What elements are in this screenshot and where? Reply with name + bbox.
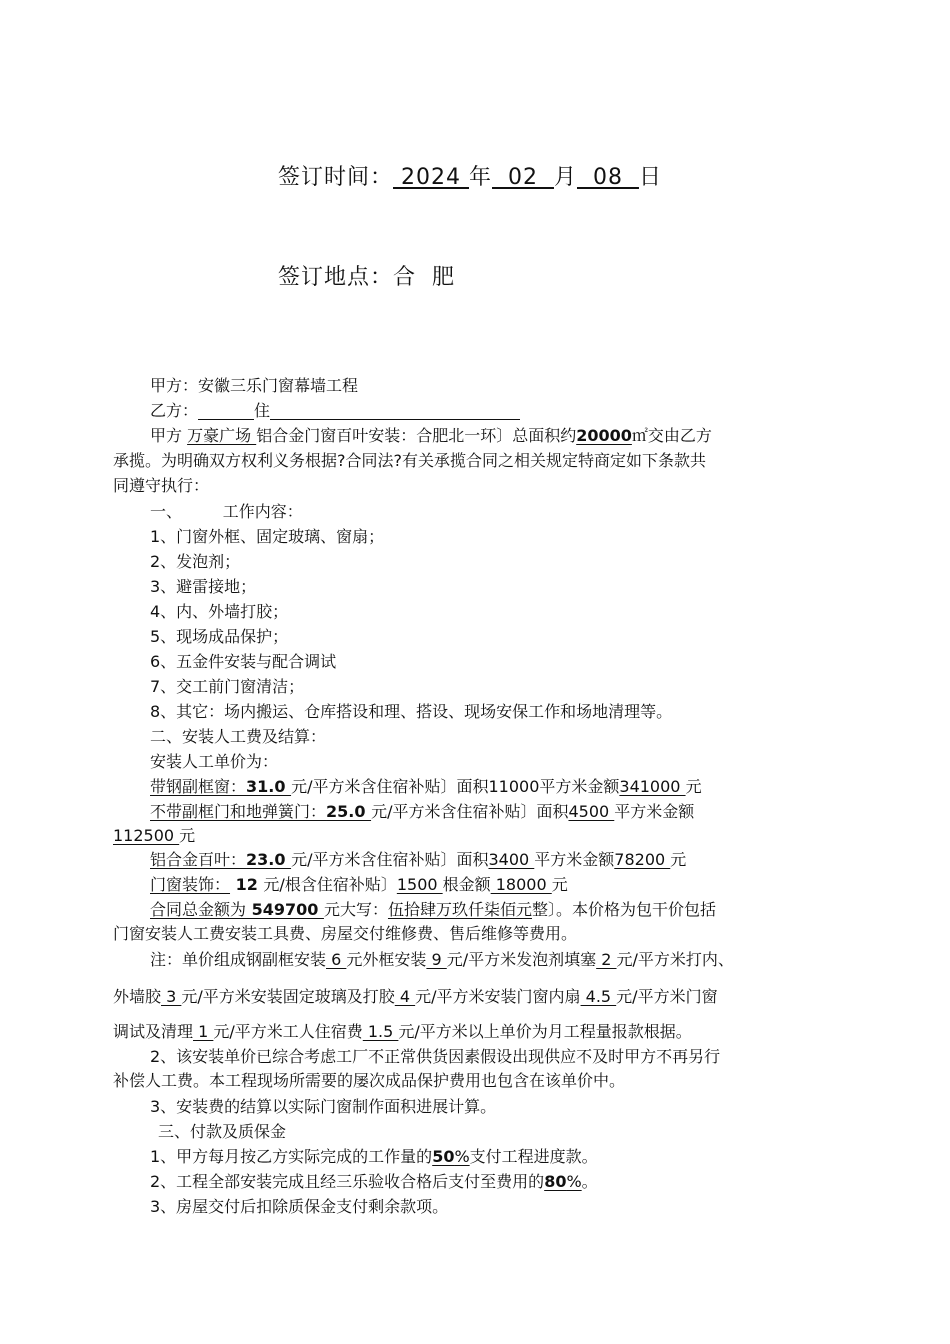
month-unit: 月 [553,165,577,190]
r3-text2: 平方米金额 [534,850,615,869]
work-item-8: 8、其它：场内搬运、仓库搭设和理、搭设、现场安保工作和场地清理等。 [150,702,673,721]
note-v3: 2 [596,950,617,969]
r4-name: 门窗装饰： [150,875,231,894]
note2-v3: 4.5 [580,987,617,1006]
party-b [150,399,880,423]
work-item-7: 7、交工前门窗清洁； [150,677,305,696]
total-label: 合同总金额为 [150,900,247,919]
r1-area: 11000 [488,777,540,796]
project-name: 万豪广场 [187,426,257,445]
note3-v1: 1 [193,1022,214,1041]
r1-name: 带钢副框窗： [150,777,247,796]
r3-name: 铝合金百叶： [150,850,247,869]
total-upper-label: 元大写： [323,900,388,919]
r3-price: 23.0 [246,850,292,869]
r4-price: 12 [230,875,264,894]
note2-a: 外墙胶 [113,987,162,1006]
note2-d: 元/平方米门窗 [616,987,718,1006]
note2-c: 元/平方米安装门窗内扇 [415,987,581,1006]
sign-year: 2024 [393,165,469,190]
r2-unit: 元 [179,826,196,845]
work-item-1: 1、门窗外框、固定玻璃、窗扇； [150,527,385,546]
rate-row-2 [150,800,880,824]
party-b-address-blank [270,401,520,420]
r2-text: 元/平方米含住宿补贴〕面积 [371,802,569,821]
fees-title: 二、安装人工费及结算： [150,727,327,746]
note3-b: 元/平方米工人住宿费 [213,1022,363,1041]
note2-v2: 4 [394,987,416,1006]
r3-area: 3400 [488,850,535,869]
r1-text: 元/平方米含住宿补贴〕面积 [291,777,489,796]
pay1-percent: 50 [432,1147,455,1166]
sign-time-line [278,160,662,191]
r4-amount: 18000 [490,875,552,894]
r2-name: 不带副框门和地弹簧门： [150,802,327,821]
pay2-text: 2、工程全部安装完成且经三乐验收合格后支付至费用的 [150,1172,545,1191]
r4-text: 元/根含住宿补贴〕 [263,875,397,894]
work-item-3: 3、避雷接地； [150,577,257,596]
fees-p2-line-2: 补偿人工费。本工程现场所需要的屡次成品保护费用也包含在该单价中。 [113,1071,626,1090]
intro-line-1 [150,424,880,448]
work-item-6: 6、五金件安装与配合调试 [150,652,337,671]
sign-day: 08 [577,165,639,190]
note-b: 元外框安装 [346,950,427,969]
note2-b: 元/平方米安装固定玻璃及打胶 [181,987,395,1006]
sign-place-label: 签订地点： [278,265,394,290]
r2-area: 4500 [568,802,615,821]
pay1-percent-sign: % [454,1147,470,1166]
r4-qty: 1500 [396,875,443,894]
year-unit: 年 [469,165,493,190]
total-line-2: 门窗安装人工费安装工具费、房屋交付维修费、售后维修等费用。 [113,924,578,943]
payment-item-2 [150,1170,880,1194]
note3-v2: 1.5 [362,1022,399,1041]
party-a: 甲方：安徽三乐门窗幕墙工程 [150,376,359,395]
r3-unit: 元 [670,850,687,869]
pay2-percent: 80 [544,1172,567,1191]
r1-amount: 341000 [619,777,686,796]
note-line-2 [113,985,843,1009]
intro-prefix: 甲方 [150,426,188,445]
note3-a: 调试及清理 [113,1022,194,1041]
intro-line-3: 同遵守执行： [113,476,210,495]
r2-amount: 112500 [113,826,180,845]
r1-price: 31.0 [246,777,292,796]
total-upper: 伍拾肆万玖仟柒佰元 [387,900,532,919]
r1-text2: 平方米金额 [539,777,620,796]
note-line-1 [150,948,880,972]
day-unit: 日 [638,165,662,190]
intro-line-2: 承揽。为明确双方权利义务根据?合同法?有关承揽合同之相关规定特商定如下条款共 [113,451,706,470]
rate-row-4 [150,873,880,897]
total-area: 20000 [576,426,632,445]
fees-p2-line-1: 2、该安装单价已综合考虑工厂不正常供货因素假设出现供应不及时甲方不再另行 [150,1047,721,1066]
work-item-2: 2、发泡剂； [150,552,241,571]
work-item-5: 5、现场成品保护； [150,627,289,646]
r2-text2: 平方米金额 [614,802,695,821]
note-v2: 9 [426,950,447,969]
rate-row-3 [150,848,880,872]
unit-price-label: 安装人工单价为： [150,752,279,771]
party-b-label: 乙方： [150,401,199,420]
total-amount: 549700 [246,900,324,919]
total-suffix: 整〕。本价格为包干价包括 [531,900,716,919]
r1-unit: 元 [685,777,702,796]
note-d: 元/平方米打内、 [616,950,734,969]
r4-unit: 元 [551,875,568,894]
payment-item-1 [150,1145,880,1169]
pay2-percent-sign: % [566,1172,582,1191]
pay2-suffix: 。 [581,1172,598,1191]
r3-amount: 78200 [614,850,671,869]
total-line-1 [150,898,880,922]
party-b-address-label: 住 [254,401,271,420]
r4-text2: 根金额 [442,875,491,894]
intro-mid: 铝合金门窗百叶安装：合肥北一环〕总面积约 [256,426,577,445]
sign-month: 02 [492,165,554,190]
pay1-suffix: 支付工程进度款。 [469,1147,598,1166]
note-a: 注：单价组成钢副框安装 [150,950,327,969]
pay1-text: 1、甲方每月按乙方实际完成的工作量的 [150,1147,433,1166]
note3-c: 元/平方米以上单价为月工程量报款根据。 [398,1022,692,1041]
sign-place: 合 肥 [393,265,456,290]
sign-time-label: 签订时间： [278,165,394,190]
payment-title: 三、付款及质保金 [158,1122,287,1141]
work-title: 一、 工作内容： [150,502,303,521]
payment-item-3: 3、房屋交付后扣除质保金支付剩余款项。 [150,1197,449,1216]
party-b-name-blank [198,401,254,420]
rate-row-1 [150,775,880,799]
note-v1: 6 [326,950,347,969]
r3-text: 元/平方米含住宿补贴〕面积 [291,850,489,869]
intro-suffix: ㎡交由乙方 [631,426,712,445]
rate-row-2-cont [113,824,843,848]
sign-place-line [278,260,455,291]
r2-price: 25.0 [326,802,372,821]
note2-v1: 3 [161,987,182,1006]
work-item-4: 4、内、外墙打胶； [150,602,289,621]
note-c: 元/平方米发泡剂填塞 [446,950,597,969]
fees-p3: 3、安装费的结算以实际门窗制作面积进展计算。 [150,1097,497,1116]
note-line-3 [113,1020,843,1044]
